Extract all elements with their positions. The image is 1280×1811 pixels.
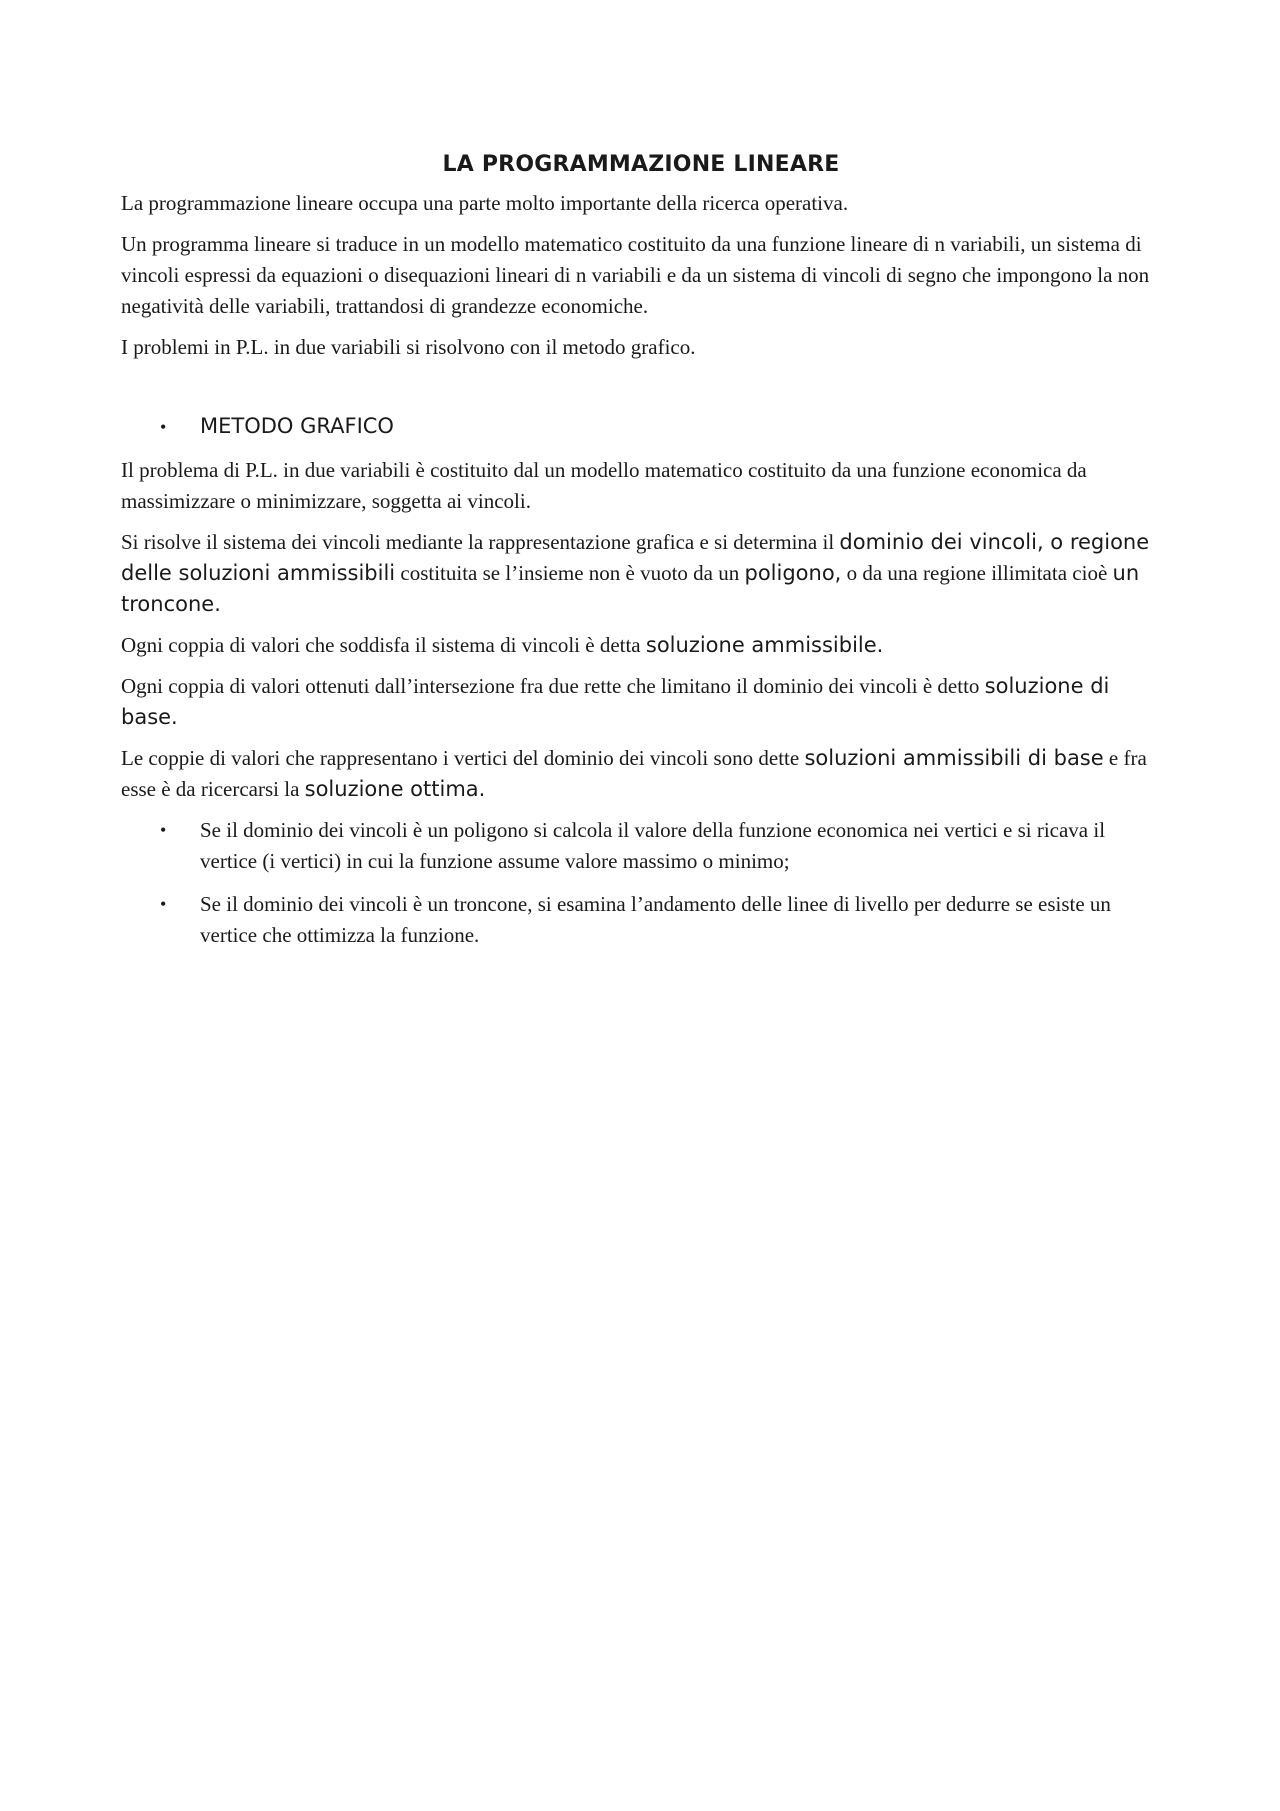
document-body	[121, 150, 1161, 963]
paragraph-vertici	[121, 743, 1161, 805]
text-run: Si risolve il sistema dei vincoli mediante la rappresentazione grafica e si determina il	[121, 530, 840, 554]
paragraph-risolve	[121, 527, 1161, 620]
paragraph-ammissibile	[121, 630, 1161, 661]
paragraph-problema: Il problema di P.L. in due variabili è costituito dal un modello matematico costituito da una funzione economica da massimizzare o minimizzare, soggetta ai vincoli.	[121, 458, 1087, 513]
term-soluzione-ottima: soluzione ottima.	[304, 777, 486, 801]
list-item	[121, 815, 1161, 877]
bullet-icon: •	[160, 417, 167, 437]
text-run: Ogni coppia di valori ottenuti dall’intersezione fra due rette che limitano il dominio dei vincoli è detto	[121, 674, 985, 698]
paragraph-base	[121, 671, 1161, 733]
term-poligono: poligono,	[744, 561, 842, 585]
bullet-list	[121, 815, 1161, 951]
text-run: Le coppie di valori che rappresentano i vertici del dominio dei vincoli sono dette	[121, 746, 805, 770]
intro-paragraph-3: I problemi in P.L. in due variabili si risolvono con il metodo grafico.	[121, 335, 696, 359]
term-dominio: dominio dei vincoli, o regione delle soluzioni ammissibili	[121, 530, 1150, 585]
bullet-icon: •	[160, 820, 167, 840]
list-item-text: Se il dominio dei vincoli è un poligono si calcola il valore della funzione economica nei vertici e si ricava il vertice (i vertici) in cui la funzione assume valore massimo o minimo;	[200, 818, 1106, 873]
section-heading	[121, 411, 1161, 443]
intro-paragraph-2: Un programma lineare si traduce in un modello matematico costituito da una funzione lineare di n variabili, un sistema di vincoli espressi da equazioni o disequazioni lineari di n variabili e da un sistema di vincoli di segno che impongono la non negatività delle variabili, trattandosi di grandezze economiche.	[121, 232, 1150, 318]
bullet-icon: •	[160, 894, 167, 914]
term-troncone: un troncone.	[121, 561, 1140, 616]
text-run: Ogni coppia di valori che soddisfa il sistema di vincoli è detta	[121, 633, 646, 657]
list-item	[121, 889, 1161, 951]
section-heading-text: METODO GRAFICO	[200, 414, 394, 438]
text-run: o da una regione illimitata cioè	[841, 561, 1113, 585]
term-soluzioni-ammissibili-di-base: soluzioni ammissibili di base	[804, 746, 1104, 770]
list-item-text: Se il dominio dei vincoli è un troncone, si esamina l’andamento delle linee di livello per dedurre se esiste un vertice che ottimizza la funzione.	[200, 892, 1111, 947]
term-soluzione-ammissibile: soluzione ammissibile.	[645, 633, 884, 657]
text-run: e fra esse è da ricercarsi la	[121, 746, 1147, 801]
intro-paragraph-1: La programmazione lineare occupa una parte molto importante della ricerca operativa.	[121, 191, 849, 215]
document-title: LA PROGRAMMAZIONE LINEARE	[442, 152, 840, 177]
term-soluzione-di-base: soluzione di base.	[121, 674, 1110, 729]
text-run: costituita se l’insieme non è vuoto da un	[395, 561, 745, 585]
